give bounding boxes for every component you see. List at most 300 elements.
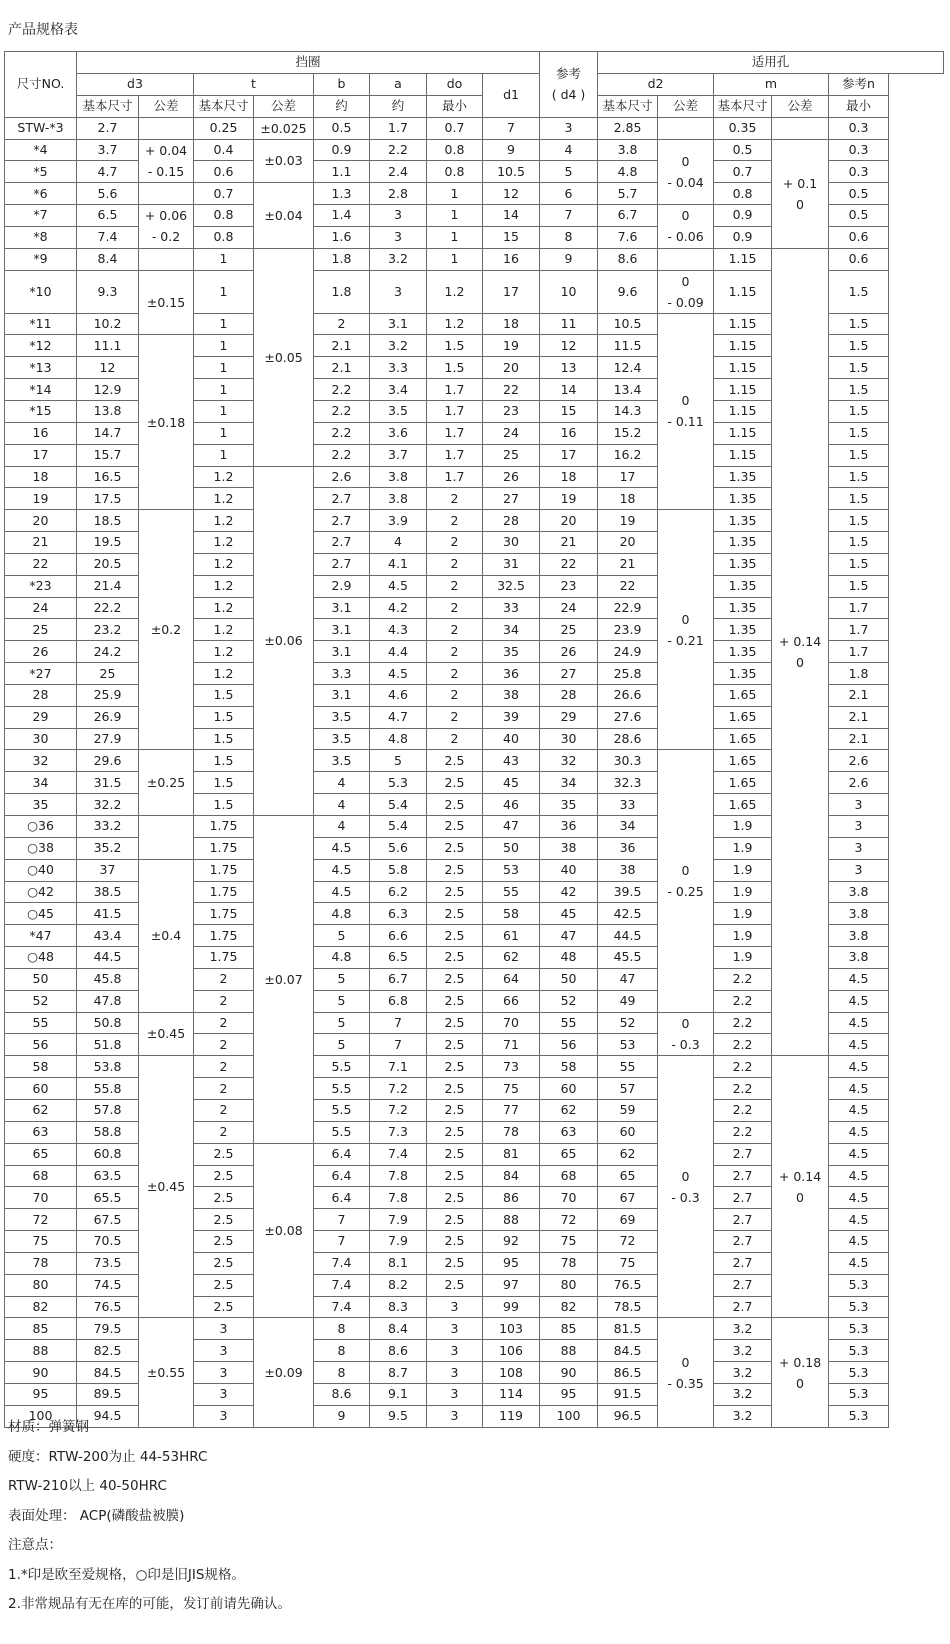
d2-basic: 67	[598, 1187, 658, 1209]
d4-ref: 46	[483, 794, 540, 816]
a-approx: 5.8	[370, 859, 427, 881]
size-no: 32	[5, 750, 77, 772]
do-min: 1	[427, 248, 483, 270]
d2-basic: 13.4	[598, 379, 658, 401]
do-min: 3	[427, 1383, 483, 1405]
do-min: 2	[427, 510, 483, 532]
m-tolerance: + 0.14 0	[772, 248, 829, 1056]
a-approx: 5.4	[370, 816, 427, 838]
size-no: 63	[5, 1121, 77, 1143]
n-min: 4.5	[829, 1165, 889, 1187]
d4-ref: 97	[483, 1274, 540, 1296]
d2-basic: 6.7	[598, 205, 658, 227]
note-2: 2.非常规品有无在库的可能，发订前请先确认。	[8, 1596, 291, 1612]
d3-tolerance	[139, 117, 194, 139]
n-min: 2.1	[829, 706, 889, 728]
header-d2-basic: 基本尺寸	[598, 95, 658, 117]
t-basic: 3	[194, 1362, 254, 1384]
a-approx: 4.2	[370, 597, 427, 619]
do-min: 2.5	[427, 1056, 483, 1078]
n-min: 5.3	[829, 1274, 889, 1296]
n-min: 1.5	[829, 357, 889, 379]
n-min: 3	[829, 816, 889, 838]
b-approx: 5.5	[314, 1121, 370, 1143]
do-min: 2.5	[427, 881, 483, 903]
m-basic: 2.7	[714, 1143, 772, 1165]
do-min: 2.5	[427, 1165, 483, 1187]
b-approx: 5	[314, 990, 370, 1012]
header-d3-tol: 公差	[139, 95, 194, 117]
t-tolerance: ±0.03	[254, 139, 314, 183]
t-basic: 1.2	[194, 597, 254, 619]
d1: 40	[540, 859, 598, 881]
n-min: 1.5	[829, 379, 889, 401]
b-approx: 6.4	[314, 1187, 370, 1209]
d4-ref: 33	[483, 597, 540, 619]
n-min: 1.7	[829, 619, 889, 641]
d2-basic: 18	[598, 488, 658, 510]
size-no: *7	[5, 205, 77, 227]
d4-ref: 71	[483, 1034, 540, 1056]
d3-basic: 14.7	[77, 422, 139, 444]
size-no: *5	[5, 161, 77, 183]
t-tolerance: ±0.04	[254, 183, 314, 249]
size-no: ○36	[5, 816, 77, 838]
t-basic: 2.5	[194, 1143, 254, 1165]
t-basic: 1.5	[194, 750, 254, 772]
t-basic: 1	[194, 270, 254, 313]
a-approx: 7	[370, 1012, 427, 1034]
b-approx: 5.5	[314, 1099, 370, 1121]
n-min: 2.6	[829, 750, 889, 772]
d3-tolerance: ±0.2	[139, 510, 194, 750]
m-basic: 1.15	[714, 313, 772, 335]
table-row	[5, 1318, 944, 1340]
size-no: 60	[5, 1078, 77, 1100]
d4-ref: 23	[483, 400, 540, 422]
t-basic: 2	[194, 1034, 254, 1056]
t-tolerance: ±0.06	[254, 466, 314, 816]
m-basic: 1.65	[714, 794, 772, 816]
d3-basic: 4.7	[77, 161, 139, 183]
n-min: 1.5	[829, 553, 889, 575]
d1: 3	[540, 117, 598, 139]
do-min: 2.5	[427, 1209, 483, 1231]
t-basic: 1.2	[194, 532, 254, 554]
d1: 22	[540, 553, 598, 575]
d4-ref: 47	[483, 816, 540, 838]
d2-tolerance: 0 - 0.09	[658, 270, 714, 313]
m-basic: 2.7	[714, 1296, 772, 1318]
notes	[8, 1416, 291, 1623]
b-approx: 3.1	[314, 597, 370, 619]
do-min: 3	[427, 1362, 483, 1384]
size-no: ○40	[5, 859, 77, 881]
a-approx: 8.3	[370, 1296, 427, 1318]
a-approx: 9.5	[370, 1405, 427, 1427]
d3-basic: 53.8	[77, 1056, 139, 1078]
m-basic: 2.2	[714, 1034, 772, 1056]
d4-ref: 114	[483, 1383, 540, 1405]
header-a-approx: 约	[370, 95, 427, 117]
n-min: 4.5	[829, 1231, 889, 1253]
n-min: 1.5	[829, 488, 889, 510]
do-min: 1.7	[427, 466, 483, 488]
d4-ref: 26	[483, 466, 540, 488]
size-no: 29	[5, 706, 77, 728]
d4-ref: 62	[483, 947, 540, 969]
d1: 45	[540, 903, 598, 925]
do-min: 2	[427, 532, 483, 554]
d4-ref: 15	[483, 226, 540, 248]
t-basic: 1.2	[194, 466, 254, 488]
d2-basic: 21	[598, 553, 658, 575]
a-approx: 6.8	[370, 990, 427, 1012]
n-min: 0.5	[829, 205, 889, 227]
b-approx: 8.6	[314, 1383, 370, 1405]
a-approx: 7.3	[370, 1121, 427, 1143]
size-no: ○42	[5, 881, 77, 903]
d2-basic: 72	[598, 1231, 658, 1253]
d1: 58	[540, 1056, 598, 1078]
n-min: 4.5	[829, 1252, 889, 1274]
size-no: *15	[5, 400, 77, 422]
d4-ref: 95	[483, 1252, 540, 1274]
n-min: 0.3	[829, 139, 889, 161]
d3-basic: 76.5	[77, 1296, 139, 1318]
d4-ref: 53	[483, 859, 540, 881]
t-basic: 2	[194, 1121, 254, 1143]
d2-tolerance: 0 - 0.06	[658, 205, 714, 249]
d2-basic: 81.5	[598, 1318, 658, 1340]
do-min: 1.7	[427, 379, 483, 401]
a-approx: 6.2	[370, 881, 427, 903]
d1: 36	[540, 816, 598, 838]
d2-basic: 11.5	[598, 335, 658, 357]
t-basic: 1.75	[194, 816, 254, 838]
size-no: 18	[5, 466, 77, 488]
d4-ref: 12	[483, 183, 540, 205]
do-min: 2.5	[427, 903, 483, 925]
size-no: 82	[5, 1296, 77, 1318]
a-approx: 5	[370, 750, 427, 772]
d1: 48	[540, 947, 598, 969]
do-min: 2	[427, 488, 483, 510]
d4-ref: 55	[483, 881, 540, 903]
d1: 95	[540, 1383, 598, 1405]
size-no: STW-*3	[5, 117, 77, 139]
a-approx: 3.9	[370, 510, 427, 532]
t-basic: 2	[194, 990, 254, 1012]
t-tolerance: ±0.025	[254, 117, 314, 139]
b-approx: 1.3	[314, 183, 370, 205]
a-approx: 7.9	[370, 1231, 427, 1253]
d2-basic: 59	[598, 1099, 658, 1121]
b-approx: 2	[314, 313, 370, 335]
d2-basic: 23.9	[598, 619, 658, 641]
a-approx: 3.5	[370, 400, 427, 422]
d2-basic: 84.5	[598, 1340, 658, 1362]
d3-basic: 60.8	[77, 1143, 139, 1165]
m-basic: 2.2	[714, 1012, 772, 1034]
a-approx: 8.7	[370, 1362, 427, 1384]
header-d4-ref: 参考 ( d4 )	[540, 52, 598, 118]
a-approx: 6.6	[370, 925, 427, 947]
note-hardness-2: RTW-210以上 40-50HRC	[8, 1478, 167, 1494]
size-no: 34	[5, 772, 77, 794]
m-basic: 2.7	[714, 1165, 772, 1187]
d2-basic: 42.5	[598, 903, 658, 925]
t-basic: 2	[194, 968, 254, 990]
t-basic: 1	[194, 379, 254, 401]
n-min: 3.8	[829, 947, 889, 969]
page-title: 产品规格表	[8, 22, 78, 38]
n-min: 1.5	[829, 466, 889, 488]
b-approx: 3.5	[314, 706, 370, 728]
n-min: 1.7	[829, 597, 889, 619]
b-approx: 1.8	[314, 248, 370, 270]
d3-basic: 74.5	[77, 1274, 139, 1296]
t-basic: 1	[194, 357, 254, 379]
m-basic: 0.5	[714, 139, 772, 161]
d3-basic: 13.8	[77, 400, 139, 422]
header-row-2	[5, 73, 944, 95]
t-basic: 2	[194, 1099, 254, 1121]
size-no: *8	[5, 226, 77, 248]
size-no: 25	[5, 619, 77, 641]
header-m-tol: 公差	[772, 95, 829, 117]
size-no: 75	[5, 1231, 77, 1253]
m-basic: 1.65	[714, 772, 772, 794]
do-min: 1.7	[427, 422, 483, 444]
a-approx: 3.2	[370, 248, 427, 270]
d3-tolerance	[139, 183, 194, 205]
t-basic: 3	[194, 1383, 254, 1405]
d2-basic: 12.4	[598, 357, 658, 379]
d4-ref: 108	[483, 1362, 540, 1384]
d2-basic: 45.5	[598, 947, 658, 969]
m-basic: 2.2	[714, 990, 772, 1012]
n-min: 5.3	[829, 1383, 889, 1405]
do-min: 2	[427, 728, 483, 750]
a-approx: 4.6	[370, 684, 427, 706]
m-basic: 1.65	[714, 684, 772, 706]
d2-basic: 44.5	[598, 925, 658, 947]
do-min: 2.5	[427, 1012, 483, 1034]
d4-ref: 88	[483, 1209, 540, 1231]
d4-ref: 22	[483, 379, 540, 401]
d1: 10	[540, 270, 598, 313]
d4-ref: 19	[483, 335, 540, 357]
b-approx: 2.7	[314, 553, 370, 575]
d4-ref: 17	[483, 270, 540, 313]
note-hardness-1: 硬度：RTW-200为止 44-53HRC	[8, 1448, 208, 1465]
n-min: 0.6	[829, 248, 889, 270]
b-approx: 1.6	[314, 226, 370, 248]
a-approx: 8.4	[370, 1318, 427, 1340]
d3-basic: 25	[77, 663, 139, 685]
d2-basic: 3.8	[598, 139, 658, 161]
d3-basic: 17.5	[77, 488, 139, 510]
table-row	[5, 248, 944, 270]
d4-ref: 119	[483, 1405, 540, 1427]
d1: 6	[540, 183, 598, 205]
b-approx: 5	[314, 1034, 370, 1056]
n-min: 3	[829, 794, 889, 816]
t-tolerance: ±0.09	[254, 1318, 314, 1427]
header-do-min: 最小	[427, 95, 483, 117]
b-approx: 7	[314, 1231, 370, 1253]
d1: 65	[540, 1143, 598, 1165]
size-no: 26	[5, 641, 77, 663]
n-min: 1.7	[829, 641, 889, 663]
d3-tolerance: + 0.04 - 0.15	[139, 139, 194, 183]
b-approx: 7.4	[314, 1296, 370, 1318]
b-approx: 2.7	[314, 532, 370, 554]
d3-basic: 55.8	[77, 1078, 139, 1100]
d1: 21	[540, 532, 598, 554]
d2-basic: 10.5	[598, 313, 658, 335]
t-tolerance: ±0.07	[254, 816, 314, 1144]
d4-ref: 99	[483, 1296, 540, 1318]
d1: 11	[540, 313, 598, 335]
d2-basic: 22	[598, 575, 658, 597]
m-basic: 1.35	[714, 553, 772, 575]
d2-tolerance: 0 - 0.35	[658, 1318, 714, 1427]
m-basic: 1.35	[714, 510, 772, 532]
do-min: 2	[427, 641, 483, 663]
d2-basic: 33	[598, 794, 658, 816]
d1: 63	[540, 1121, 598, 1143]
size-no: *47	[5, 925, 77, 947]
do-min: 1.7	[427, 444, 483, 466]
m-basic: 2.7	[714, 1231, 772, 1253]
a-approx: 3.8	[370, 488, 427, 510]
b-approx: 4.8	[314, 947, 370, 969]
n-min: 0.5	[829, 183, 889, 205]
n-min: 4.5	[829, 990, 889, 1012]
d2-basic: 16.2	[598, 444, 658, 466]
d1: 8	[540, 226, 598, 248]
b-approx: 4.8	[314, 903, 370, 925]
header-m: m	[714, 73, 829, 95]
d2-basic: 34	[598, 816, 658, 838]
table-row	[5, 117, 944, 139]
b-approx: 3.1	[314, 641, 370, 663]
size-no: 22	[5, 553, 77, 575]
d4-ref: 86	[483, 1187, 540, 1209]
size-no: ○48	[5, 947, 77, 969]
do-min: 3	[427, 1405, 483, 1427]
n-min: 4.5	[829, 1187, 889, 1209]
a-approx: 7.1	[370, 1056, 427, 1078]
b-approx: 4	[314, 794, 370, 816]
d1: 18	[540, 466, 598, 488]
d3-tolerance: ±0.45	[139, 1012, 194, 1056]
d2-basic: 2.85	[598, 117, 658, 139]
spec-table	[4, 51, 944, 1428]
d3-basic: 37	[77, 859, 139, 881]
do-min: 2.5	[427, 837, 483, 859]
d3-basic: 82.5	[77, 1340, 139, 1362]
d4-ref: 24	[483, 422, 540, 444]
header-hole: 适用孔	[598, 52, 944, 74]
a-approx: 2.8	[370, 183, 427, 205]
d1: 13	[540, 357, 598, 379]
a-approx: 4	[370, 532, 427, 554]
do-min: 1.5	[427, 335, 483, 357]
b-approx: 3.3	[314, 663, 370, 685]
b-approx: 4.5	[314, 859, 370, 881]
m-basic: 1.9	[714, 837, 772, 859]
header-d1: d1	[483, 73, 540, 117]
size-no: 65	[5, 1143, 77, 1165]
n-min: 0.3	[829, 161, 889, 183]
m-basic: 0.9	[714, 205, 772, 227]
d3-basic: 50.8	[77, 1012, 139, 1034]
t-basic: 1.2	[194, 488, 254, 510]
d4-ref: 34	[483, 619, 540, 641]
d2-basic: 52	[598, 1012, 658, 1034]
d2-basic: 25.8	[598, 663, 658, 685]
d4-ref: 58	[483, 903, 540, 925]
d1: 80	[540, 1274, 598, 1296]
size-no: *4	[5, 139, 77, 161]
d3-basic: 8.4	[77, 248, 139, 270]
d2-basic: 91.5	[598, 1383, 658, 1405]
d2-basic: 19	[598, 510, 658, 532]
size-no: 78	[5, 1252, 77, 1274]
a-approx: 4.5	[370, 663, 427, 685]
n-min: 5.3	[829, 1405, 889, 1427]
a-approx: 3.8	[370, 466, 427, 488]
size-no: 58	[5, 1056, 77, 1078]
d3-basic: 63.5	[77, 1165, 139, 1187]
m-basic: 1.35	[714, 619, 772, 641]
t-basic: 2.5	[194, 1165, 254, 1187]
do-min: 2.5	[427, 1187, 483, 1209]
n-min: 5.3	[829, 1340, 889, 1362]
b-approx: 2.9	[314, 575, 370, 597]
a-approx: 3.1	[370, 313, 427, 335]
d1: 85	[540, 1318, 598, 1340]
d3-tolerance: ±0.15	[139, 270, 194, 335]
t-basic: 2.5	[194, 1296, 254, 1318]
table-row	[5, 139, 944, 161]
d3-basic: 6.5	[77, 205, 139, 227]
a-approx: 3.2	[370, 335, 427, 357]
a-approx: 2.4	[370, 161, 427, 183]
size-no: ○38	[5, 837, 77, 859]
d3-basic: 2.7	[77, 117, 139, 139]
d2-basic: 15.2	[598, 422, 658, 444]
size-no: *23	[5, 575, 77, 597]
d3-basic: 11.1	[77, 335, 139, 357]
d2-basic: 57	[598, 1078, 658, 1100]
a-approx: 8.6	[370, 1340, 427, 1362]
d1: 78	[540, 1252, 598, 1274]
d4-ref: 106	[483, 1340, 540, 1362]
d4-ref: 7	[483, 117, 540, 139]
d3-basic: 47.8	[77, 990, 139, 1012]
d1: 35	[540, 794, 598, 816]
note-material: 材质：弹簧钢	[8, 1419, 89, 1435]
t-tolerance: ±0.05	[254, 248, 314, 466]
do-min: 1.2	[427, 313, 483, 335]
size-no: *6	[5, 183, 77, 205]
n-min: 1.5	[829, 444, 889, 466]
d1: 68	[540, 1165, 598, 1187]
